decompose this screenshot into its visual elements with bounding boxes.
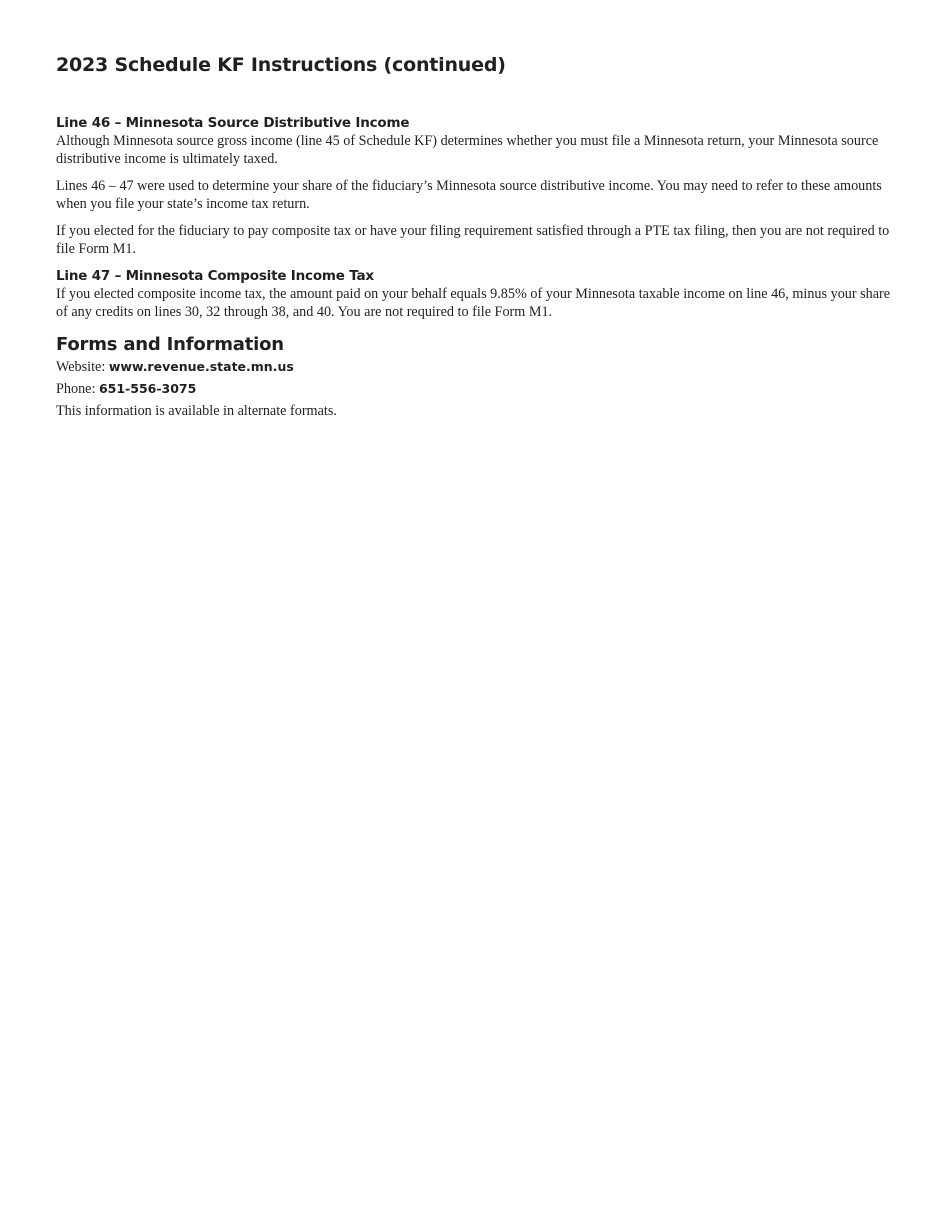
phone-number: 651-556-3075 bbox=[98, 381, 197, 396]
section-line-47 bbox=[56, 267, 896, 321]
paragraph: If you elected for the fiduciary to pay composite tax or have your filing requirement satisfied through a PTE tax filing, then you are not required to file Form M1. bbox=[56, 223, 890, 257]
document-page bbox=[56, 52, 896, 424]
phone-label: Phone: bbox=[56, 381, 99, 397]
page-title: 2023 Schedule KF Instructions (continued) bbox=[56, 54, 506, 76]
paragraph: If you elected composite income tax, the amount paid on your behalf equals 9.85% of your Minnesota taxable income on line 46, minus your share of any credits on lines 30, 32 through 38, and 40. You are not required to file Form M1. bbox=[56, 286, 891, 320]
paragraph: Although Minnesota source gross income (line 45 of Schedule KF) determines whether you must file a Minnesota return, your Minnesota source distributive income is ultimately taxed. bbox=[56, 133, 879, 167]
section-heading-line-47: Line 47 – Minnesota Composite Income Tax bbox=[56, 268, 374, 284]
paragraph: Lines 46 – 47 were used to determine your share of the fiduciary’s Minnesota source distributive income. You may need to refer to these amounts when you file your state’s income tax return. bbox=[56, 178, 882, 212]
section-line-46 bbox=[56, 114, 896, 258]
website-line bbox=[56, 358, 896, 376]
forms-info-heading: Forms and Information bbox=[56, 334, 284, 355]
forms-and-information bbox=[56, 333, 896, 420]
website-label: Website: bbox=[56, 359, 109, 375]
section-heading-line-46: Line 46 – Minnesota Source Distributive Income bbox=[56, 115, 410, 131]
alternate-formats-note: This information is available in alternate formats. bbox=[56, 403, 337, 419]
website-link[interactable]: www.revenue.state.mn.us bbox=[108, 359, 294, 374]
phone-line bbox=[56, 380, 896, 398]
